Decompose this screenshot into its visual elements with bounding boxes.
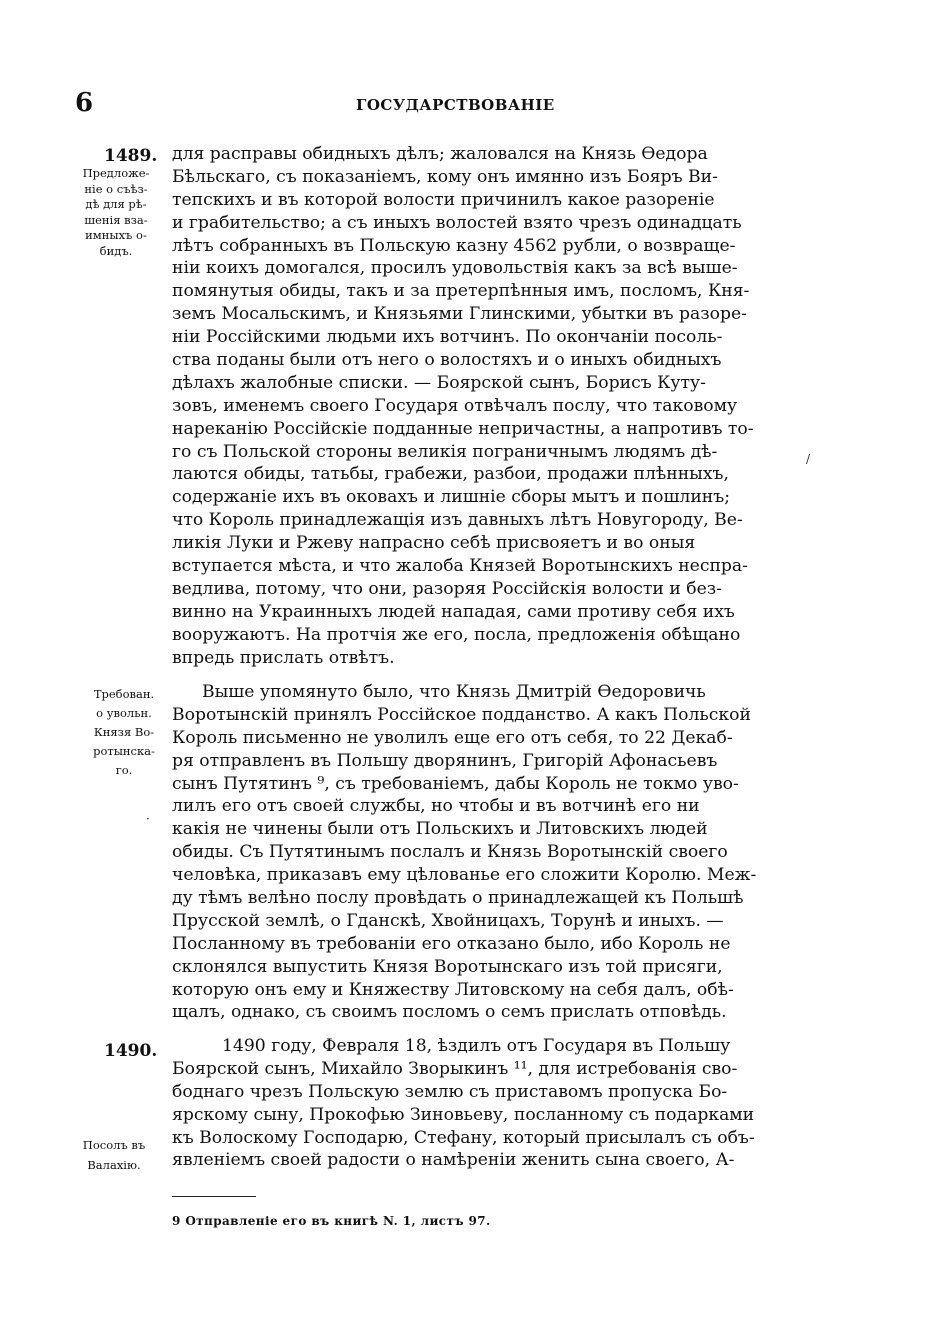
text-line: Прусской землѣ, о Гданскѣ, Хвойницахъ, Торунѣ и иныхъ. — [172,910,724,931]
text-line: ства поданы были отъ него о волостяхъ и о иныхъ обидныхъ [172,350,722,371]
body-paragraph-1 [172,143,792,669]
running-head: ГОСУДАРСТВОВАНІЕ [356,96,555,114]
text-line: что Король принадлежащія изъ давныхъ лѣтъ Новугороду, Ве- [172,510,743,531]
margin-note-line: ротынска- [93,744,155,758]
text-line: человѣка, приказавъ ему цѣлованье его сложити Королю. Меж- [172,865,757,886]
text-line: земъ Мосальскимъ, и Князьями Глинскими, убытки въ разоре- [172,304,747,325]
text-line: зовъ, именемъ своего Государя отвѣчалъ послу, что таковому [172,395,738,416]
text-line: Выше упомянуто было, что Князь Дмитрій Ѳедоровичь [202,682,706,702]
margin-note-line: Валахію. [87,1158,141,1172]
text-line: лаются обиды, татьбы, грабежи, разбои, продажи плѣнныхъ, [172,464,729,485]
text-line: ярскому сыну, Прокофью Зиновьеву, посланному съ подарками [172,1104,755,1125]
text-line: ду тѣмъ велѣно послу провѣдать о принадлежащей къ Польшѣ [172,888,744,909]
text-line: и грабительство; а съ иныхъ волостей взято чрезъ одинадцать [172,212,742,233]
margin-year-1489: 1489. [104,146,158,166]
text-line: которую онъ ему и Княжеству Литовскому на себя далъ, обѣ- [172,979,734,1000]
text-line: сынъ Путятинъ ⁹, съ требованіемъ, дабы Король не токмо уво- [172,773,739,794]
text-line: дѣлахъ жалобные списки. — Боярской сынъ, Борисъ Куту- [172,372,706,393]
margin-note-line: бидъ. [99,243,133,258]
page-number: 6 [75,88,94,118]
text-line: лѣтъ собранныхъ въ Польскую казну 4562 рубли, о возвраще- [172,235,736,256]
text-line: нареканію Россійскіе подданные непричастны, а напротивъ то- [172,418,754,439]
text-line: содержаніе ихъ въ оковахъ и лишніе сборы мытъ и пошлинъ; [172,487,730,508]
text-line: какія не чинены были отъ Польскихъ и Литовскихъ людей [172,819,708,840]
text-line: ніи коихъ домогался, просилъ удовольствія какъ за всѣ выше- [172,258,738,279]
margin-note-line: о увольн. [96,706,152,720]
text-line: 1490 году, Февраля 18, ѣздилъ отъ Государя въ Польшу [222,1036,731,1056]
footnote: 9 Отправленіе его въ книгѣ N. 1, листъ 97. [172,1214,491,1228]
margin-note-line: дѣ для рѣ- [85,197,147,211]
text-line: обиды. Съ Путятинымъ послалъ и Князь Воротынскій своего [172,842,728,863]
text-line: ря отправленъ въ Польшу дворянинъ, Григорій Афонасьевъ [172,750,718,771]
text-line: ніи Россійскими людьми ихъ вотчинъ. По окончаніи посоль- [172,327,723,348]
margin-note-meeting [70,166,162,259]
text-line: вооружаютъ. На протчія же его, посла, предложенія обѣщано [172,624,741,645]
body-paragraph-2 [172,681,792,1024]
text-line: Посланному въ требованіи его отказано было, ибо Король не [172,933,731,954]
text-line: склонялся выпустить Князя Воротынскаго изъ той присяги, [172,956,723,977]
text-line: боднаго чрезъ Польскую землю съ приставомъ пропуска Бо- [172,1081,728,1102]
text-line: впредь прислать отвѣтъ. [172,647,395,668]
text-line: къ Волоскому Господарю, Стефану, который присылалъ съ объ- [172,1127,755,1148]
text-line: лилъ его отъ своей службы, но чтобы и въ вотчинѣ его ни [172,796,700,817]
text-line: Бѣльскаго, съ показаніемъ, кому онъ имянно изъ Бояръ Ви- [172,166,718,187]
margin-note-line: Посолъ въ [82,1138,146,1152]
text-line: явленіемъ своей радости о намѣреніи женить сына своего, А- [172,1150,735,1171]
footnote-rule [172,1196,256,1197]
text-line: ликія Луки и Ржеву напрасно себѣ присвояетъ и во оныя [172,533,696,554]
text-line: щалъ, однако, съ своимъ посломъ о семъ прислать отповѣдь. [172,1002,727,1023]
text-line: Король письменно не уволилъ еще его отъ себя, то 22 Декаб- [172,727,733,748]
margin-note-line: Князя Во- [93,725,155,739]
margin-note-line: шенія вза- [84,212,148,227]
text-line: винно на Украинныхъ людей нападая, сами противу себя ихъ [172,601,735,622]
stray-mark: / [806,452,811,466]
margin-note-line: Требован. [93,687,155,701]
text-line: для расправы обидныхъ дѣлъ; жаловался на Князь Ѳедора [172,144,708,164]
body-paragraph-3 [172,1035,792,1172]
margin-note-demand [78,685,170,780]
text-line: ведлива, потому, что они, разоряя Россійскія волости и без- [172,578,722,599]
text-line: вступается мѣста, и что жалоба Князей Воротынскихъ неспра- [172,556,748,577]
text-line: го съ Польской стороны великія пограничнымъ людямъ дѣ- [172,441,718,462]
margin-year-1490: 1490. [104,1041,158,1061]
margin-note-line: Предложе- [82,166,150,180]
margin-note-line: го. [115,763,133,777]
margin-note-line: имныхъ о- [85,228,147,242]
margin-note-line: ніе о съѣз- [84,181,148,196]
text-line: тепскихъ и въ которой волости причинилъ какое разореніе [172,189,715,210]
margin-note-envoy [68,1135,160,1175]
stray-mark: · [146,812,150,826]
text-line: помянутыя обиды, такъ и за претерпѣнныя имъ, посломъ, Кня- [172,281,750,302]
text-line: Боярской сынъ, Михайло Зворыкинъ ¹¹, для истребованія сво- [172,1058,738,1079]
text-line: Воротынскій принялъ Россійское подданство. А какъ Польской [172,704,751,725]
